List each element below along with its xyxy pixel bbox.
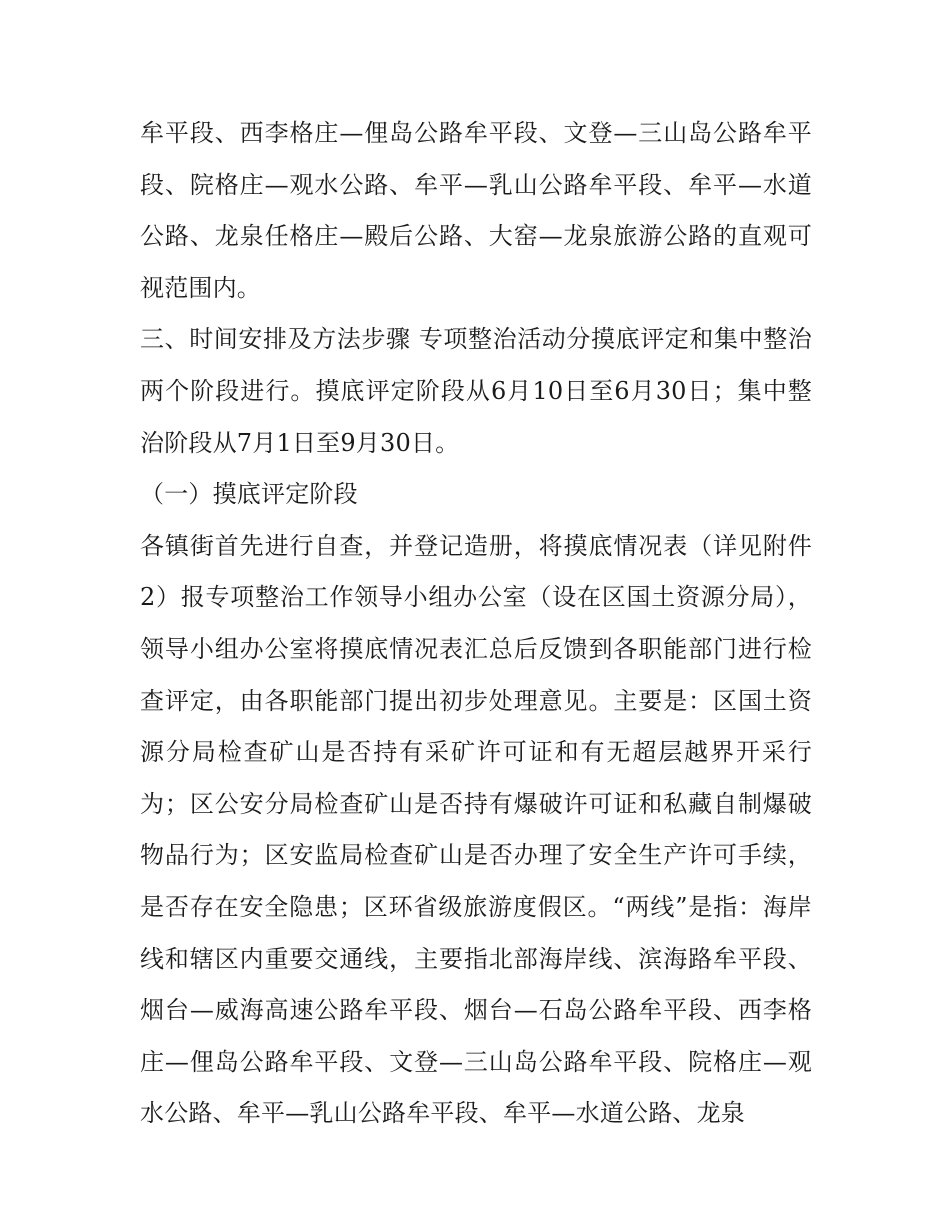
- subheading-survey-stage: （一）摸底评定阶段: [140, 480, 358, 509]
- paragraph-survey-details: 各镇街首先进行自查，并登记造册，将摸底情况表（详见附件2）报专项整治工作领导小组办公室（设在区国土资源分局），领导小组办公室将摸底情况表汇总后反馈到各职能部门进行检查评定，由各职能部门提出初步处理意见。主要是：区国土资源分局检查矿山是否持有采矿许可证和有无超层越界开采行为；区公安分局检查矿山是否持有爆破许可证和私藏自制爆破物品行为；区安监局检查矿山是否办理了安全生产许可手续，是否存在安全隐患；区环省级旅游度假区。“两线”是指：海岸线和辖区内重要交通线，主要指北部海岸线、滨海路牟平段、烟台—威海高速公路牟平段、烟台—石岛公路牟平段、西李格庄—俚岛公路牟平段、文登—三山岛公路牟平段、院格庄—观水公路、牟平—乳山公路牟平段、牟平—水道公路、龙泉: [140, 531, 812, 1128]
- paragraph-section-three-schedule: 三、时间安排及方法步骤 专项整治活动分摸底评定和集中整治两个阶段进行。摸底评定阶段从6月10日至6月30日；集中整治阶段从7月1日至9月30日。: [140, 325, 812, 457]
- document-body: [140, 108, 812, 1140]
- paragraph-scope-continuation: 牟平段、西李格庄—俚岛公路牟平段、文登—三山岛公路牟平段、院格庄—观水公路、牟平—乳山公路牟平段、牟平—水道公路、龙泉任格庄—殿后公路、大窑—龙泉旅游公路的直观可视范围内。: [140, 119, 812, 302]
